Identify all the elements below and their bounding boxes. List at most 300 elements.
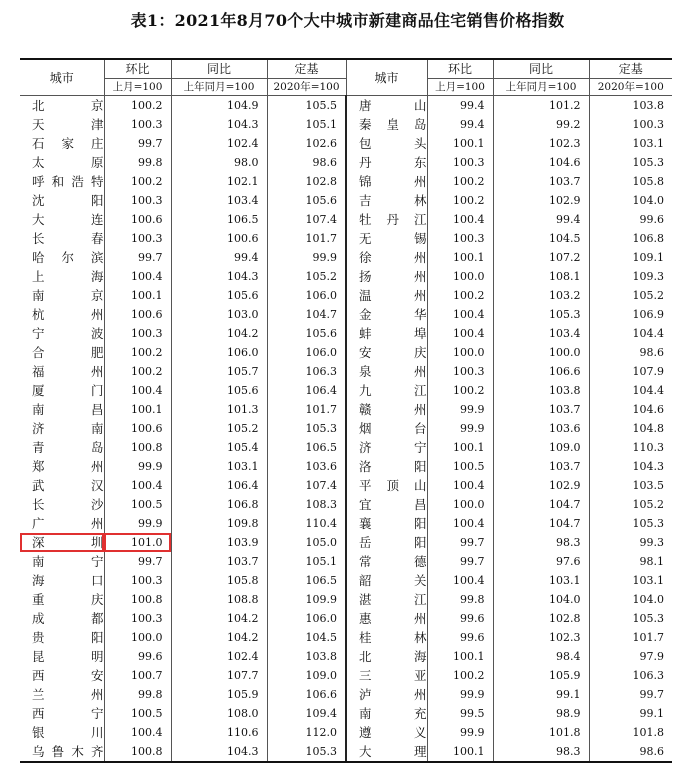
table-row bbox=[20, 723, 672, 742]
mom-value-right: 100.5 bbox=[427, 457, 493, 476]
fixed-value-left: 102.6 bbox=[267, 134, 346, 153]
fixed-value-left: 105.6 bbox=[267, 324, 346, 343]
fixed-value-right: 98.6 bbox=[589, 742, 672, 762]
fixed-value-left: 107.4 bbox=[267, 476, 346, 495]
table-row bbox=[20, 210, 672, 229]
mom-value-right: 99.4 bbox=[427, 96, 493, 116]
yoy-value-right: 100.0 bbox=[493, 343, 589, 362]
city-name-left: 济 南 bbox=[20, 419, 104, 438]
mom-value-right: 99.9 bbox=[427, 400, 493, 419]
fixed-value-left: 107.4 bbox=[267, 210, 346, 229]
fixed-value-left: 105.6 bbox=[267, 191, 346, 210]
city-name-right: 北 海 bbox=[346, 647, 427, 666]
mom-value-right: 99.4 bbox=[427, 115, 493, 134]
yoy-base-right: 上年同月=100 bbox=[493, 79, 589, 96]
city-name-left: 青 岛 bbox=[20, 438, 104, 457]
mom-value-left: 99.9 bbox=[104, 457, 171, 476]
mom-value-left: 99.9 bbox=[104, 514, 171, 533]
city-name-right: 九 江 bbox=[346, 381, 427, 400]
highlighted-mom-value: 101.0 bbox=[104, 533, 171, 552]
table-row bbox=[20, 229, 672, 248]
yoy-value-right: 98.4 bbox=[493, 647, 589, 666]
city-name-right: 南 充 bbox=[346, 704, 427, 723]
table-row bbox=[20, 362, 672, 381]
yoy-value-left: 105.6 bbox=[171, 381, 267, 400]
fixed-value-right: 97.9 bbox=[589, 647, 672, 666]
yoy-value-left: 105.9 bbox=[171, 685, 267, 704]
yoy-value-left: 105.4 bbox=[171, 438, 267, 457]
fixed-value-left: 105.1 bbox=[267, 552, 346, 571]
yoy-value-right: 102.8 bbox=[493, 609, 589, 628]
city-name-right: 三 亚 bbox=[346, 666, 427, 685]
mom-header-left: 环比 bbox=[104, 59, 171, 79]
yoy-value-left: 110.6 bbox=[171, 723, 267, 742]
yoy-value-left: 105.8 bbox=[171, 571, 267, 590]
mom-value-right: 100.1 bbox=[427, 248, 493, 267]
yoy-value-right: 103.6 bbox=[493, 419, 589, 438]
city-name-left: 呼和浩特 bbox=[20, 172, 104, 191]
city-name-left: 长 春 bbox=[20, 229, 104, 248]
city-name-left: 西 宁 bbox=[20, 704, 104, 723]
fixed-value-right: 105.3 bbox=[589, 514, 672, 533]
fixed-value-right: 105.3 bbox=[589, 153, 672, 172]
mom-value-right: 100.4 bbox=[427, 514, 493, 533]
yoy-value-right: 102.3 bbox=[493, 628, 589, 647]
mom-value-left: 100.4 bbox=[104, 267, 171, 286]
fixed-value-left: 106.0 bbox=[267, 343, 346, 362]
city-name-left: 南 京 bbox=[20, 286, 104, 305]
mom-value-left: 99.6 bbox=[104, 647, 171, 666]
city-name-left: 杭 州 bbox=[20, 305, 104, 324]
yoy-value-right: 107.2 bbox=[493, 248, 589, 267]
yoy-value-right: 98.9 bbox=[493, 704, 589, 723]
table-body bbox=[20, 96, 672, 763]
mom-value-left: 100.3 bbox=[104, 229, 171, 248]
city-name-left: 南 昌 bbox=[20, 400, 104, 419]
fixed-value-right: 99.7 bbox=[589, 685, 672, 704]
city-name-right: 宜 昌 bbox=[346, 495, 427, 514]
table-row bbox=[20, 666, 672, 685]
mom-value-left: 100.8 bbox=[104, 742, 171, 762]
city-header-left: 城市 bbox=[20, 59, 104, 96]
fixed-value-right: 105.8 bbox=[589, 172, 672, 191]
city-name-right: 唐 山 bbox=[346, 96, 427, 116]
table-row bbox=[20, 647, 672, 666]
yoy-value-left: 105.6 bbox=[171, 286, 267, 305]
yoy-value-right: 98.3 bbox=[493, 533, 589, 552]
fixed-value-left: 99.9 bbox=[267, 248, 346, 267]
yoy-value-left: 103.4 bbox=[171, 191, 267, 210]
mom-value-right: 100.1 bbox=[427, 438, 493, 457]
fixed-value-right: 101.8 bbox=[589, 723, 672, 742]
yoy-value-right: 103.2 bbox=[493, 286, 589, 305]
city-name-left: 哈尔滨 bbox=[20, 248, 104, 267]
fixed-value-right: 106.3 bbox=[589, 666, 672, 685]
table-row bbox=[20, 685, 672, 704]
fixed-value-left: 106.3 bbox=[267, 362, 346, 381]
fixed-value-left: 103.6 bbox=[267, 457, 346, 476]
table-row bbox=[20, 514, 672, 533]
fixed-value-right: 107.9 bbox=[589, 362, 672, 381]
mom-value-left: 100.3 bbox=[104, 571, 171, 590]
fixed-value-right: 104.8 bbox=[589, 419, 672, 438]
fixed-value-right: 105.2 bbox=[589, 286, 672, 305]
mom-value-right: 100.0 bbox=[427, 343, 493, 362]
table-row bbox=[20, 381, 672, 400]
mom-value-right: 100.2 bbox=[427, 286, 493, 305]
city-name-left: 沈 阳 bbox=[20, 191, 104, 210]
yoy-value-right: 103.7 bbox=[493, 172, 589, 191]
city-name-right: 锦 州 bbox=[346, 172, 427, 191]
yoy-value-right: 103.8 bbox=[493, 381, 589, 400]
yoy-value-left: 102.1 bbox=[171, 172, 267, 191]
table-row bbox=[20, 305, 672, 324]
city-name-right: 湛 江 bbox=[346, 590, 427, 609]
yoy-value-left: 103.0 bbox=[171, 305, 267, 324]
yoy-value-left: 104.3 bbox=[171, 115, 267, 134]
yoy-value-left: 98.0 bbox=[171, 153, 267, 172]
yoy-value-right: 99.1 bbox=[493, 685, 589, 704]
mom-value-left: 100.1 bbox=[104, 286, 171, 305]
mom-value-left: 100.0 bbox=[104, 628, 171, 647]
mom-value-right: 100.1 bbox=[427, 647, 493, 666]
fixed-value-right: 105.3 bbox=[589, 609, 672, 628]
yoy-value-left: 106.4 bbox=[171, 476, 267, 495]
yoy-value-right: 109.0 bbox=[493, 438, 589, 457]
fixed-value-right: 98.6 bbox=[589, 343, 672, 362]
mom-value-left: 99.7 bbox=[104, 134, 171, 153]
city-name-left: 合 肥 bbox=[20, 343, 104, 362]
mom-value-left: 100.3 bbox=[104, 609, 171, 628]
yoy-value-left: 103.9 bbox=[171, 533, 267, 552]
city-name-left: 乌鲁木齐 bbox=[20, 742, 104, 762]
yoy-value-left: 104.3 bbox=[171, 267, 267, 286]
yoy-value-right: 108.1 bbox=[493, 267, 589, 286]
mom-value-left: 100.6 bbox=[104, 210, 171, 229]
yoy-value-left: 106.8 bbox=[171, 495, 267, 514]
mom-value-left: 100.3 bbox=[104, 115, 171, 134]
yoy-value-right: 103.7 bbox=[493, 400, 589, 419]
city-name-right: 常 德 bbox=[346, 552, 427, 571]
mom-value-right: 100.3 bbox=[427, 229, 493, 248]
mom-value-right: 100.3 bbox=[427, 362, 493, 381]
fixed-base-left: 2020年=100 bbox=[267, 79, 346, 96]
mom-value-right: 100.4 bbox=[427, 571, 493, 590]
mom-header-right: 环比 bbox=[427, 59, 493, 79]
yoy-value-right: 103.4 bbox=[493, 324, 589, 343]
fixed-value-right: 99.6 bbox=[589, 210, 672, 229]
table-row bbox=[20, 552, 672, 571]
city-name-right: 大 理 bbox=[346, 742, 427, 762]
yoy-value-left: 106.5 bbox=[171, 210, 267, 229]
city-name-right: 徐 州 bbox=[346, 248, 427, 267]
fixed-value-right: 110.3 bbox=[589, 438, 672, 457]
city-name-left: 大 连 bbox=[20, 210, 104, 229]
mom-value-left: 100.2 bbox=[104, 96, 171, 116]
mom-value-right: 100.2 bbox=[427, 666, 493, 685]
city-name-right: 泸 州 bbox=[346, 685, 427, 704]
fixed-value-right: 100.3 bbox=[589, 115, 672, 134]
mom-value-right: 100.1 bbox=[427, 134, 493, 153]
yoy-value-right: 103.1 bbox=[493, 571, 589, 590]
table-row bbox=[20, 609, 672, 628]
yoy-value-left: 102.4 bbox=[171, 647, 267, 666]
city-name-left: 郑 州 bbox=[20, 457, 104, 476]
mom-value-right: 99.7 bbox=[427, 533, 493, 552]
fixed-value-left: 105.3 bbox=[267, 742, 346, 762]
mom-value-left: 100.7 bbox=[104, 666, 171, 685]
city-name-left: 广 州 bbox=[20, 514, 104, 533]
yoy-value-left: 108.0 bbox=[171, 704, 267, 723]
mom-value-right: 99.6 bbox=[427, 628, 493, 647]
yoy-value-right: 104.7 bbox=[493, 514, 589, 533]
fixed-value-left: 106.5 bbox=[267, 571, 346, 590]
table-row bbox=[20, 590, 672, 609]
table-title: 表1：2021年8月70个大中城市新建商品住宅销售价格指数 bbox=[130, 11, 565, 30]
mom-value-left: 100.4 bbox=[104, 381, 171, 400]
yoy-value-left: 106.0 bbox=[171, 343, 267, 362]
table-row bbox=[20, 476, 672, 495]
table-row bbox=[20, 495, 672, 514]
table-row bbox=[20, 96, 672, 116]
mom-value-left: 100.2 bbox=[104, 362, 171, 381]
table-row bbox=[20, 571, 672, 590]
fixed-value-left: 106.0 bbox=[267, 609, 346, 628]
yoy-header-left: 同比 bbox=[171, 59, 267, 79]
yoy-value-left: 105.7 bbox=[171, 362, 267, 381]
mom-value-right: 100.2 bbox=[427, 191, 493, 210]
city-name-right: 扬 州 bbox=[346, 267, 427, 286]
fixed-value-left: 106.5 bbox=[267, 438, 346, 457]
city-name-left: 重 庆 bbox=[20, 590, 104, 609]
table-row bbox=[20, 115, 672, 134]
mom-value-right: 99.8 bbox=[427, 590, 493, 609]
fixed-value-right: 101.7 bbox=[589, 628, 672, 647]
city-name-left: 西 安 bbox=[20, 666, 104, 685]
city-name-right: 洛 阳 bbox=[346, 457, 427, 476]
mom-value-right: 99.9 bbox=[427, 419, 493, 438]
city-name-left: 成 都 bbox=[20, 609, 104, 628]
yoy-value-left: 100.6 bbox=[171, 229, 267, 248]
table-row bbox=[20, 153, 672, 172]
fixed-header-left: 定基 bbox=[267, 59, 346, 79]
yoy-value-right: 104.6 bbox=[493, 153, 589, 172]
mom-value-right: 100.4 bbox=[427, 476, 493, 495]
yoy-value-left: 103.1 bbox=[171, 457, 267, 476]
mom-value-left: 100.6 bbox=[104, 305, 171, 324]
table-row bbox=[20, 267, 672, 286]
city-name-right: 包 头 bbox=[346, 134, 427, 153]
table-row bbox=[20, 172, 672, 191]
city-name-left: 天 津 bbox=[20, 115, 104, 134]
fixed-value-left: 106.0 bbox=[267, 286, 346, 305]
table-row bbox=[20, 400, 672, 419]
yoy-value-right: 106.6 bbox=[493, 362, 589, 381]
mom-value-left: 99.8 bbox=[104, 153, 171, 172]
mom-value-left: 99.8 bbox=[104, 685, 171, 704]
yoy-value-left: 107.7 bbox=[171, 666, 267, 685]
city-name-right: 蚌 埠 bbox=[346, 324, 427, 343]
fixed-value-right: 99.3 bbox=[589, 533, 672, 552]
mom-value-left: 100.4 bbox=[104, 723, 171, 742]
city-name-left: 厦 门 bbox=[20, 381, 104, 400]
city-name-left: 福 州 bbox=[20, 362, 104, 381]
table-row bbox=[20, 191, 672, 210]
fixed-value-left: 101.7 bbox=[267, 229, 346, 248]
fixed-value-left: 106.4 bbox=[267, 381, 346, 400]
yoy-value-right: 97.6 bbox=[493, 552, 589, 571]
yoy-value-right: 102.9 bbox=[493, 191, 589, 210]
mom-value-right: 100.4 bbox=[427, 210, 493, 229]
table-row bbox=[20, 533, 672, 552]
fixed-value-right: 104.0 bbox=[589, 590, 672, 609]
table-row bbox=[20, 324, 672, 343]
fixed-value-left: 105.0 bbox=[267, 533, 346, 552]
yoy-value-right: 104.5 bbox=[493, 229, 589, 248]
fixed-value-left: 105.1 bbox=[267, 115, 346, 134]
mom-value-right: 99.9 bbox=[427, 685, 493, 704]
city-name-left: 石家庄 bbox=[20, 134, 104, 153]
fixed-value-left: 102.8 bbox=[267, 172, 346, 191]
yoy-value-right: 104.0 bbox=[493, 590, 589, 609]
city-name-right: 秦皇岛 bbox=[346, 115, 427, 134]
fixed-base-right: 2020年=100 bbox=[589, 79, 672, 96]
city-header-right: 城市 bbox=[346, 59, 427, 96]
yoy-value-right: 99.4 bbox=[493, 210, 589, 229]
yoy-value-left: 99.4 bbox=[171, 248, 267, 267]
fixed-value-right: 99.1 bbox=[589, 704, 672, 723]
table-row bbox=[20, 704, 672, 723]
mom-value-left: 100.3 bbox=[104, 324, 171, 343]
fixed-value-right: 104.0 bbox=[589, 191, 672, 210]
yoy-value-right: 104.7 bbox=[493, 495, 589, 514]
table-row bbox=[20, 343, 672, 362]
fixed-value-right: 104.4 bbox=[589, 381, 672, 400]
mom-value-right: 99.5 bbox=[427, 704, 493, 723]
fixed-value-right: 106.9 bbox=[589, 305, 672, 324]
yoy-value-left: 104.3 bbox=[171, 742, 267, 762]
yoy-base-left: 上年同月=100 bbox=[171, 79, 267, 96]
city-name-right: 安 庆 bbox=[346, 343, 427, 362]
city-name-left: 长 沙 bbox=[20, 495, 104, 514]
city-name-right: 桂 林 bbox=[346, 628, 427, 647]
mom-value-left: 100.6 bbox=[104, 419, 171, 438]
table-row bbox=[20, 134, 672, 153]
fixed-value-right: 106.8 bbox=[589, 229, 672, 248]
mom-base-right: 上月=100 bbox=[427, 79, 493, 96]
yoy-value-right: 103.7 bbox=[493, 457, 589, 476]
yoy-value-right: 101.2 bbox=[493, 96, 589, 116]
fixed-value-left: 104.7 bbox=[267, 305, 346, 324]
city-name-right: 温 州 bbox=[346, 286, 427, 305]
fixed-value-left: 105.3 bbox=[267, 419, 346, 438]
mom-value-left: 100.3 bbox=[104, 191, 171, 210]
price-index-table bbox=[20, 58, 672, 763]
mom-value-left: 100.4 bbox=[104, 476, 171, 495]
yoy-value-left: 104.2 bbox=[171, 324, 267, 343]
mom-value-left: 100.8 bbox=[104, 438, 171, 457]
mom-base-left: 上月=100 bbox=[104, 79, 171, 96]
mom-value-right: 100.2 bbox=[427, 172, 493, 191]
mom-value-right: 99.7 bbox=[427, 552, 493, 571]
fixed-value-left: 112.0 bbox=[267, 723, 346, 742]
mom-value-left: 100.8 bbox=[104, 590, 171, 609]
city-name-left: 贵 阳 bbox=[20, 628, 104, 647]
city-name-right: 吉 林 bbox=[346, 191, 427, 210]
mom-value-right: 100.0 bbox=[427, 495, 493, 514]
city-name-left: 武 汉 bbox=[20, 476, 104, 495]
fixed-value-left: 109.0 bbox=[267, 666, 346, 685]
city-name-right: 济 宁 bbox=[346, 438, 427, 457]
city-name-right: 韶 关 bbox=[346, 571, 427, 590]
fixed-value-left: 98.6 bbox=[267, 153, 346, 172]
table-row bbox=[20, 286, 672, 305]
city-name-right: 无 锡 bbox=[346, 229, 427, 248]
yoy-value-left: 105.2 bbox=[171, 419, 267, 438]
table-row bbox=[20, 248, 672, 267]
highlighted-city: 深 圳 bbox=[20, 533, 104, 552]
city-name-right: 岳 阳 bbox=[346, 533, 427, 552]
fixed-value-left: 108.3 bbox=[267, 495, 346, 514]
mom-value-left: 100.2 bbox=[104, 172, 171, 191]
city-name-left: 海 口 bbox=[20, 571, 104, 590]
city-name-left: 银 川 bbox=[20, 723, 104, 742]
fixed-value-right: 109.1 bbox=[589, 248, 672, 267]
city-name-right: 惠 州 bbox=[346, 609, 427, 628]
city-name-right: 烟 台 bbox=[346, 419, 427, 438]
yoy-value-left: 102.4 bbox=[171, 134, 267, 153]
fixed-value-left: 103.8 bbox=[267, 647, 346, 666]
mom-value-right: 100.0 bbox=[427, 267, 493, 286]
fixed-value-left: 105.5 bbox=[267, 96, 346, 116]
fixed-value-right: 103.5 bbox=[589, 476, 672, 495]
fixed-value-right: 103.1 bbox=[589, 571, 672, 590]
city-name-left: 兰 州 bbox=[20, 685, 104, 704]
yoy-value-left: 103.7 bbox=[171, 552, 267, 571]
city-name-right: 丹 东 bbox=[346, 153, 427, 172]
yoy-value-left: 108.8 bbox=[171, 590, 267, 609]
yoy-value-right: 105.9 bbox=[493, 666, 589, 685]
city-name-left: 上 海 bbox=[20, 267, 104, 286]
yoy-value-right: 102.9 bbox=[493, 476, 589, 495]
mom-value-right: 100.2 bbox=[427, 381, 493, 400]
fixed-value-right: 104.4 bbox=[589, 324, 672, 343]
mom-value-right: 100.1 bbox=[427, 742, 493, 762]
yoy-value-left: 109.8 bbox=[171, 514, 267, 533]
mom-value-right: 99.9 bbox=[427, 723, 493, 742]
table-row bbox=[20, 457, 672, 476]
fixed-value-right: 104.3 bbox=[589, 457, 672, 476]
mom-value-right: 99.6 bbox=[427, 609, 493, 628]
fixed-value-left: 109.9 bbox=[267, 590, 346, 609]
table-row bbox=[20, 419, 672, 438]
city-name-left: 太 原 bbox=[20, 153, 104, 172]
city-name-right: 泉 州 bbox=[346, 362, 427, 381]
yoy-value-right: 98.3 bbox=[493, 742, 589, 762]
city-name-right: 平顶山 bbox=[346, 476, 427, 495]
city-name-right: 牡丹江 bbox=[346, 210, 427, 229]
fixed-value-left: 104.5 bbox=[267, 628, 346, 647]
fixed-value-right: 109.3 bbox=[589, 267, 672, 286]
mom-value-left: 100.2 bbox=[104, 343, 171, 362]
yoy-value-left: 104.2 bbox=[171, 628, 267, 647]
city-name-left: 宁 波 bbox=[20, 324, 104, 343]
yoy-header-right: 同比 bbox=[493, 59, 589, 79]
fixed-value-right: 103.1 bbox=[589, 134, 672, 153]
fixed-value-right: 105.2 bbox=[589, 495, 672, 514]
fixed-value-right: 103.8 bbox=[589, 96, 672, 116]
yoy-value-right: 99.2 bbox=[493, 115, 589, 134]
